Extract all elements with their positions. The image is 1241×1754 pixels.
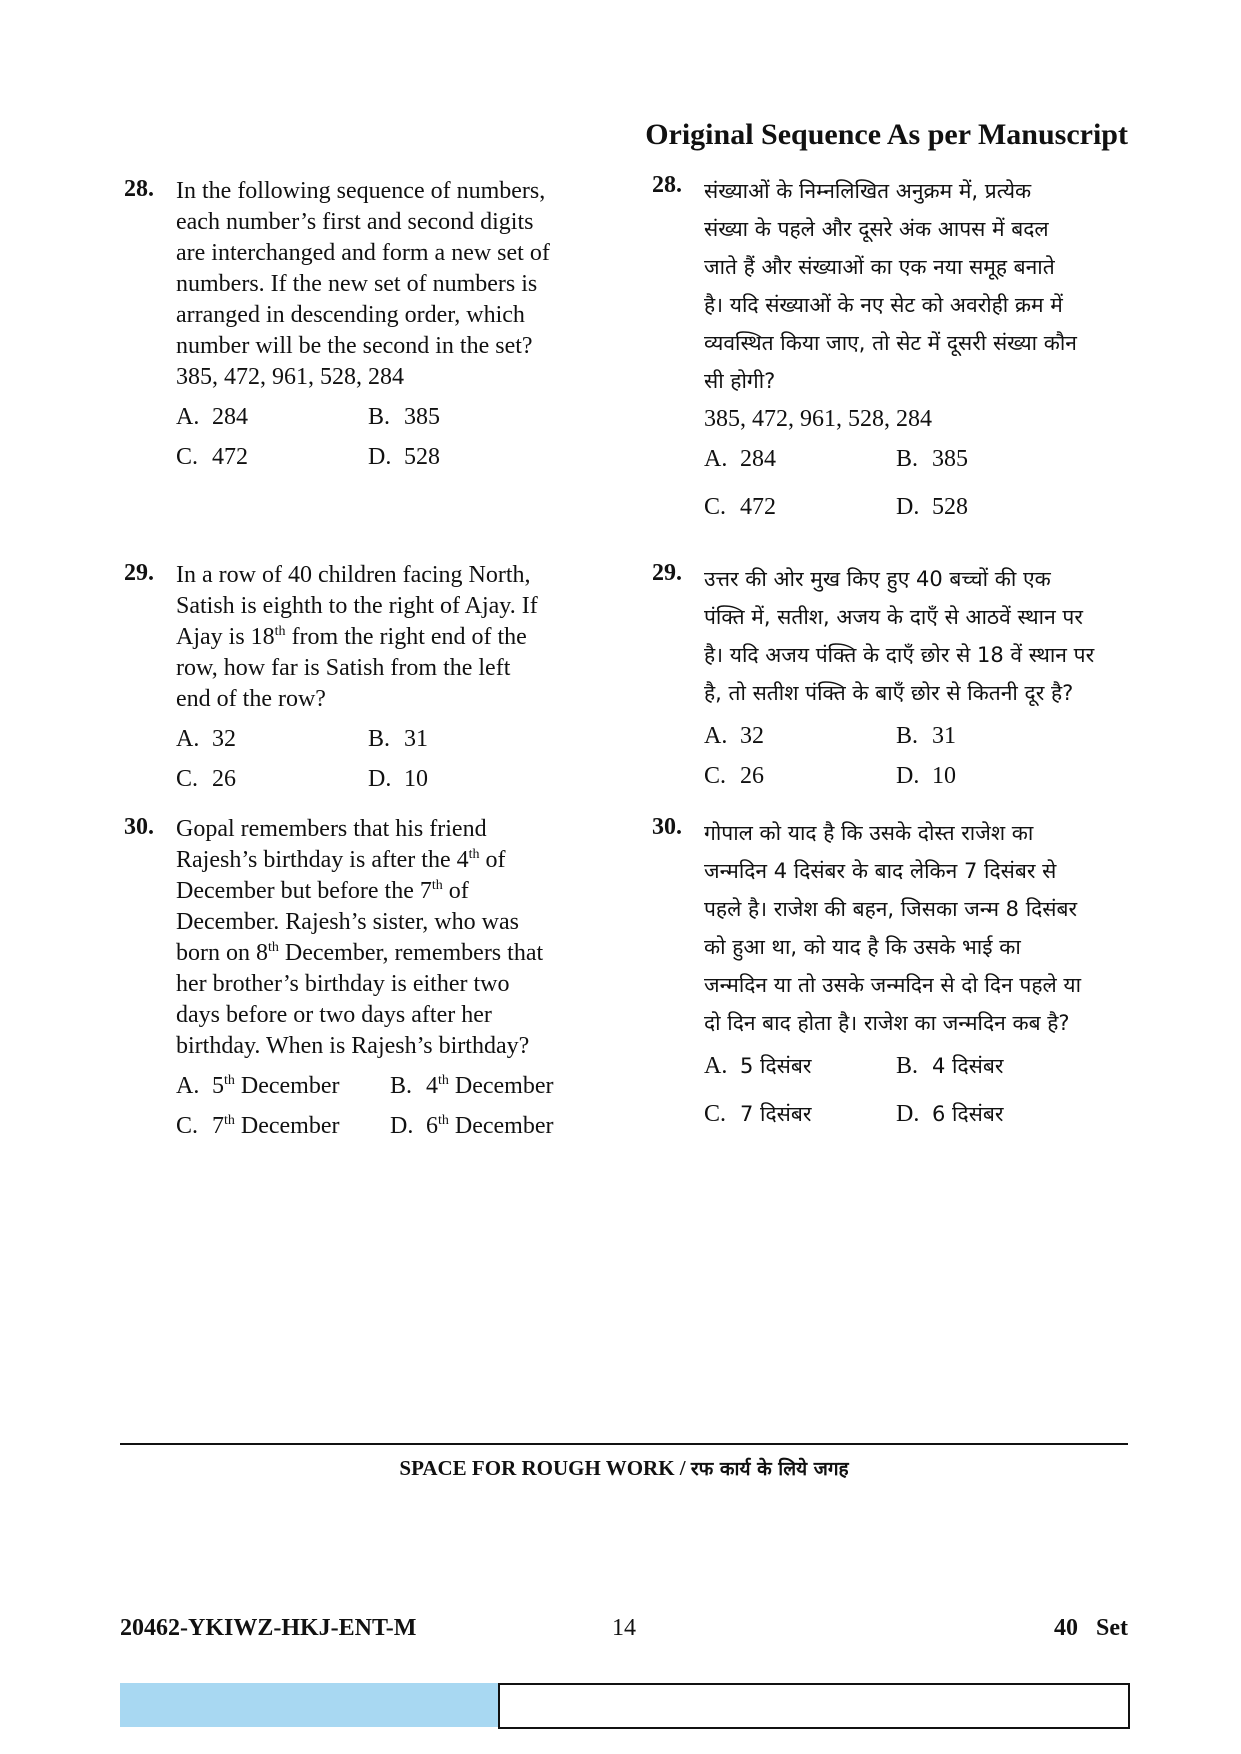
- text-line: पहले है। राजेश की बहन, जिसका जन्म 8 दिसंबर: [704, 897, 1078, 921]
- option-b[interactable]: [368, 397, 598, 437]
- english-column: [124, 176, 614, 1156]
- question-29-en: [124, 560, 614, 799]
- text-line: उत्तर की ओर मुख किए हुए 40 बच्चों की एक: [704, 567, 1051, 591]
- option-a[interactable]: [176, 397, 368, 437]
- option-text: 284: [212, 404, 248, 430]
- question-29-hi: [652, 560, 1142, 796]
- text-line: संख्याओं के निम्नलिखित अनुक्रम में, प्रत्येक: [704, 179, 1032, 203]
- text-line: है। यदि अजय पंक्ति के दाएँ छोर से 18 वें स्थान पर: [704, 643, 1095, 667]
- question-30-hi: [652, 814, 1142, 1134]
- question-28-hi: [652, 172, 1142, 527]
- text-line: Gopal remembers that his friend: [176, 816, 487, 842]
- text-line: row, how far is Satish from the left: [176, 655, 511, 681]
- text-line: सी होगी?: [704, 369, 776, 393]
- option-letter: C.: [176, 444, 199, 470]
- option-letter: C.: [176, 766, 199, 792]
- question-number: 29.: [652, 560, 682, 586]
- text-line: December. Rajesh’s sister, who was: [176, 909, 519, 935]
- option-letter: D.: [896, 1101, 920, 1127]
- option-text: 31: [932, 723, 956, 749]
- text-line: arranged in descending order, which: [176, 302, 525, 328]
- option-text: 7 दिसंबर: [740, 1102, 812, 1126]
- text-line: are interchanged and form a new set of: [176, 240, 550, 266]
- question-number: 29.: [124, 560, 154, 586]
- option-text: 31: [404, 726, 428, 752]
- text-line: number will be the second in the set?: [176, 333, 533, 359]
- option-letter: B.: [368, 404, 391, 430]
- options: [176, 719, 614, 799]
- rough-work-label: [120, 1455, 1128, 1481]
- option-text: 26: [740, 763, 764, 789]
- options: [704, 1046, 1142, 1134]
- option-c[interactable]: [176, 759, 368, 799]
- question-text: [176, 814, 614, 1062]
- text-line: व्यवस्थित किया जाए, तो सेट में दूसरी संख्या कौन: [704, 331, 1077, 355]
- option-b[interactable]: B. 4th December: [390, 1066, 620, 1106]
- question-text: [176, 560, 614, 715]
- option-b[interactable]: [896, 1046, 1126, 1086]
- option-letter: A.: [704, 723, 728, 749]
- option-letter: A.: [176, 726, 200, 752]
- question-number: 28.: [652, 172, 682, 198]
- option-letter: C.: [704, 763, 727, 789]
- text-line: numbers. If the new set of numbers is: [176, 271, 538, 297]
- text-line: पंक्ति में, सतीश, अजय के दाएँ से आठवें स्थान पर: [704, 605, 1083, 629]
- text-line: end of the row?: [176, 686, 326, 712]
- option-text: 385: [932, 446, 968, 472]
- text-line: days before or two days after her: [176, 1002, 492, 1028]
- option-c[interactable]: [704, 756, 896, 796]
- number-sequence: 385, 472, 961, 528, 284: [704, 406, 932, 432]
- text-line: Rajesh’s birthday is after the 4th of: [176, 847, 506, 873]
- option-a[interactable]: [704, 439, 896, 479]
- option-letter: B.: [368, 726, 391, 752]
- question-number: 30.: [124, 814, 154, 840]
- option-d[interactable]: [368, 759, 598, 799]
- page-number: 14: [612, 1615, 636, 1641]
- text-line: को हुआ था, को याद है कि उसके भाई का: [704, 935, 1021, 959]
- option-letter: D.: [896, 494, 920, 520]
- rough-work-hi: रफ कार्य के लिये जगह: [690, 1458, 849, 1480]
- set-label: 40 Set: [1054, 1615, 1128, 1641]
- hindi-column: [652, 172, 1142, 1152]
- option-b[interactable]: [896, 716, 1126, 756]
- option-c[interactable]: [704, 487, 896, 527]
- rough-work-divider: [120, 1443, 1128, 1445]
- text-line: Ajay is 18th from the right end of the: [176, 624, 527, 650]
- question-text: [176, 176, 614, 393]
- text-line: In a row of 40 children facing North,: [176, 562, 531, 588]
- question-30-en: [124, 814, 614, 1146]
- option-text: 10: [932, 763, 956, 789]
- option-text: 284: [740, 446, 776, 472]
- rough-work-en: SPACE FOR ROUGH WORK /: [399, 1456, 691, 1480]
- option-a[interactable]: [704, 716, 896, 756]
- footer-color-bar: [120, 1683, 498, 1727]
- option-letter: A.: [704, 1053, 728, 1079]
- text-line: है। यदि संख्याओं के नए सेट को अवरोही क्रम में: [704, 293, 1063, 317]
- option-text: 10: [404, 766, 428, 792]
- text-line: born on 8th December, remembers that: [176, 940, 544, 966]
- option-letter: B.: [390, 1073, 413, 1099]
- option-d[interactable]: D. 6th December: [390, 1106, 620, 1146]
- option-d[interactable]: [896, 1094, 1126, 1134]
- text-line: जन्मदिन 4 दिसंबर के बाद लेकिन 7 दिसंबर से: [704, 859, 1057, 883]
- option-text: 32: [740, 723, 764, 749]
- option-text: 5 दिसंबर: [740, 1054, 812, 1078]
- option-letter: B.: [896, 446, 919, 472]
- options: [176, 1066, 614, 1146]
- text-line: संख्या के पहले और दूसरे अंक आपस में बदल: [704, 217, 1049, 241]
- option-letter: D.: [390, 1113, 414, 1139]
- text-line: birthday. When is Rajesh’s birthday?: [176, 1033, 530, 1059]
- option-text: 528: [932, 494, 968, 520]
- question-text: [704, 172, 1142, 400]
- options: [704, 716, 1142, 796]
- option-letter: C.: [704, 494, 727, 520]
- option-text: 26: [212, 766, 236, 792]
- text-line: In the following sequence of numbers,: [176, 178, 546, 204]
- option-c[interactable]: [704, 1094, 896, 1134]
- question-number: 28.: [124, 176, 154, 202]
- text-line: है, तो सतीश पंक्ति के बाएँ छोर से कितनी दूर है?: [704, 681, 1074, 705]
- text-line: her brother’s birthday is either two: [176, 971, 510, 997]
- option-a[interactable]: [704, 1046, 896, 1086]
- option-letter: A.: [704, 446, 728, 472]
- option-b[interactable]: [896, 439, 1126, 479]
- text-line: दो दिन बाद होता है। राजेश का जन्मदिन कब है?: [704, 1011, 1070, 1035]
- question-text: [704, 814, 1142, 1042]
- text-line: 385, 472, 961, 528, 284: [176, 364, 404, 390]
- option-text: 528: [404, 444, 440, 470]
- option-letter: A.: [176, 1073, 200, 1099]
- option-letter: D.: [368, 766, 392, 792]
- text-line: Satish is eighth to the right of Ajay. If: [176, 593, 538, 619]
- text-line: each number’s first and second digits: [176, 209, 534, 235]
- option-d[interactable]: [896, 756, 1126, 796]
- option-text: 472: [212, 444, 248, 470]
- option-c[interactable]: C. 7th December: [176, 1106, 390, 1146]
- option-a[interactable]: [176, 719, 368, 759]
- booklet-code: 20462-YKIWZ-HKJ-ENT-M: [120, 1615, 417, 1641]
- question-number: 30.: [652, 814, 682, 840]
- option-letter: D.: [896, 763, 920, 789]
- option-d[interactable]: [368, 437, 598, 477]
- question-text: [704, 560, 1142, 712]
- question-28-en: [124, 176, 614, 477]
- option-d[interactable]: [896, 487, 1126, 527]
- option-c[interactable]: [176, 437, 368, 477]
- option-text: 472: [740, 494, 776, 520]
- text-line: जाते हैं और संख्याओं का एक नया समूह बनाते: [704, 255, 1055, 279]
- option-letter: A.: [176, 404, 200, 430]
- option-letter: B.: [896, 723, 919, 749]
- option-text: 385: [404, 404, 440, 430]
- option-a[interactable]: A. 5th December: [176, 1066, 390, 1106]
- option-letter: B.: [896, 1053, 919, 1079]
- option-letter: C.: [704, 1101, 727, 1127]
- option-text: 32: [212, 726, 236, 752]
- option-letter: D.: [368, 444, 392, 470]
- option-text: 4 दिसंबर: [932, 1054, 1004, 1078]
- text-line: जन्मदिन या तो उसके जन्मदिन से दो दिन पहले या: [704, 973, 1082, 997]
- text-line: गोपाल को याद है कि उसके दोस्त राजेश का: [704, 821, 1034, 845]
- option-text: 6 दिसंबर: [932, 1102, 1004, 1126]
- option-b[interactable]: [368, 719, 598, 759]
- option-letter: C.: [176, 1113, 199, 1139]
- options: [176, 397, 614, 477]
- options: [704, 439, 1142, 527]
- footer-empty-box: [498, 1683, 1130, 1729]
- text-line: December but before the 7th of: [176, 878, 469, 904]
- page-heading: Original Sequence As per Manuscript: [645, 118, 1128, 151]
